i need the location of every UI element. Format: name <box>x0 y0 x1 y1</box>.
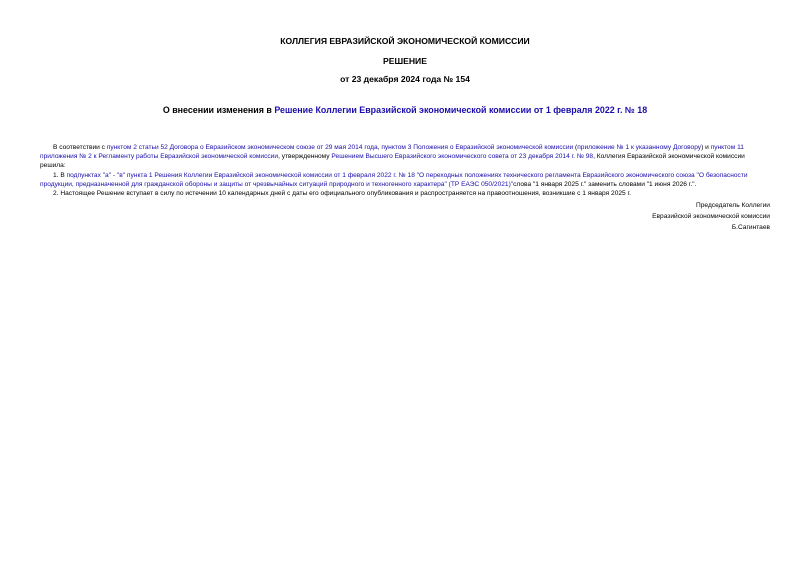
document-body <box>40 143 770 233</box>
preamble-text-2: , <box>377 144 382 151</box>
title-link[interactable]: Решение Коллегии Евразийской экономической комиссии от 1 февраля 2022 г. № 18 <box>274 105 648 115</box>
item-1-text-2: слова "1 января 2025 г." заменить словами "1 июня 2026 г.". <box>513 180 697 188</box>
preamble-link-annex[interactable]: приложение № 1 к указанному Договору <box>577 144 702 151</box>
signature-name: Б.Сагинтаев <box>731 224 770 232</box>
document-title <box>40 104 770 116</box>
resolved-label: решила: <box>40 162 66 170</box>
signature-block <box>40 200 770 233</box>
organization-heading: КОЛЛЕГИЯ ЕВРАЗИЙСКОЙ ЭКОНОМИЧЕСКОЙ КОМИССИИ <box>280 36 530 46</box>
document-date-number: от 23 декабря 2024 года № 154 <box>340 74 470 84</box>
preamble-link-regulation[interactable]: пунктом 3 Положения о Евразийской экономической комиссии <box>381 144 574 151</box>
item-2-paragraph: 2. Настоящее Решение вступает в силу по истечении 10 календарных дней с даты его официального опубликования и распространяется на правоотношения, возникшие с 1 января 2025 г. <box>53 190 631 198</box>
preamble-paragraph <box>40 143 770 161</box>
document-page <box>40 0 770 571</box>
preamble-text-3: ( <box>573 144 578 151</box>
title-prefix: О внесении изменения в <box>162 105 275 115</box>
preamble-text-5: , утвержденному <box>278 153 332 161</box>
signature-line-1: Председатель Коллегии <box>696 202 770 210</box>
preamble-text-4: ) и <box>701 144 711 151</box>
preamble-link-council-decision[interactable]: Решением Высшего Евразийского экономического совета от 23 декабря 2014 г. № 98 <box>331 153 594 161</box>
document-type-heading: РЕШЕНИЕ <box>383 56 427 66</box>
preamble-text-6: , Коллегия Евразийской экономической комиссии <box>593 153 745 161</box>
item-1-text-1: 1. В <box>53 171 67 179</box>
preamble-link-treaty[interactable]: пунктом 2 статьи 52 Договора о Евразийском экономическом союзе от 29 мая 2014 года <box>106 144 378 151</box>
preamble-link-rules[interactable]: пунктом 11 приложения № 2 к Регламенту работы Евразийской экономической комиссии <box>40 144 744 161</box>
item-1-paragraph <box>40 171 770 189</box>
preamble-text-1: В соответствии с <box>53 144 107 151</box>
item-1-link[interactable]: подпунктах "а" - "в" пункта 1 Решения Коллегии Евразийской экономической комиссии от 1 февраля 2022 г. № 18 "О переходных положениях технического регламента Евразийского экономического союза "О безопасности продукции, предназначенной для гражданской обороны и защиты от чрезвычайных ситуаций природного и техногенного характера" (ТР ЕАЭС 050/2021)" <box>40 171 748 188</box>
signature-line-2: Евразийской экономической комиссии <box>652 213 770 221</box>
